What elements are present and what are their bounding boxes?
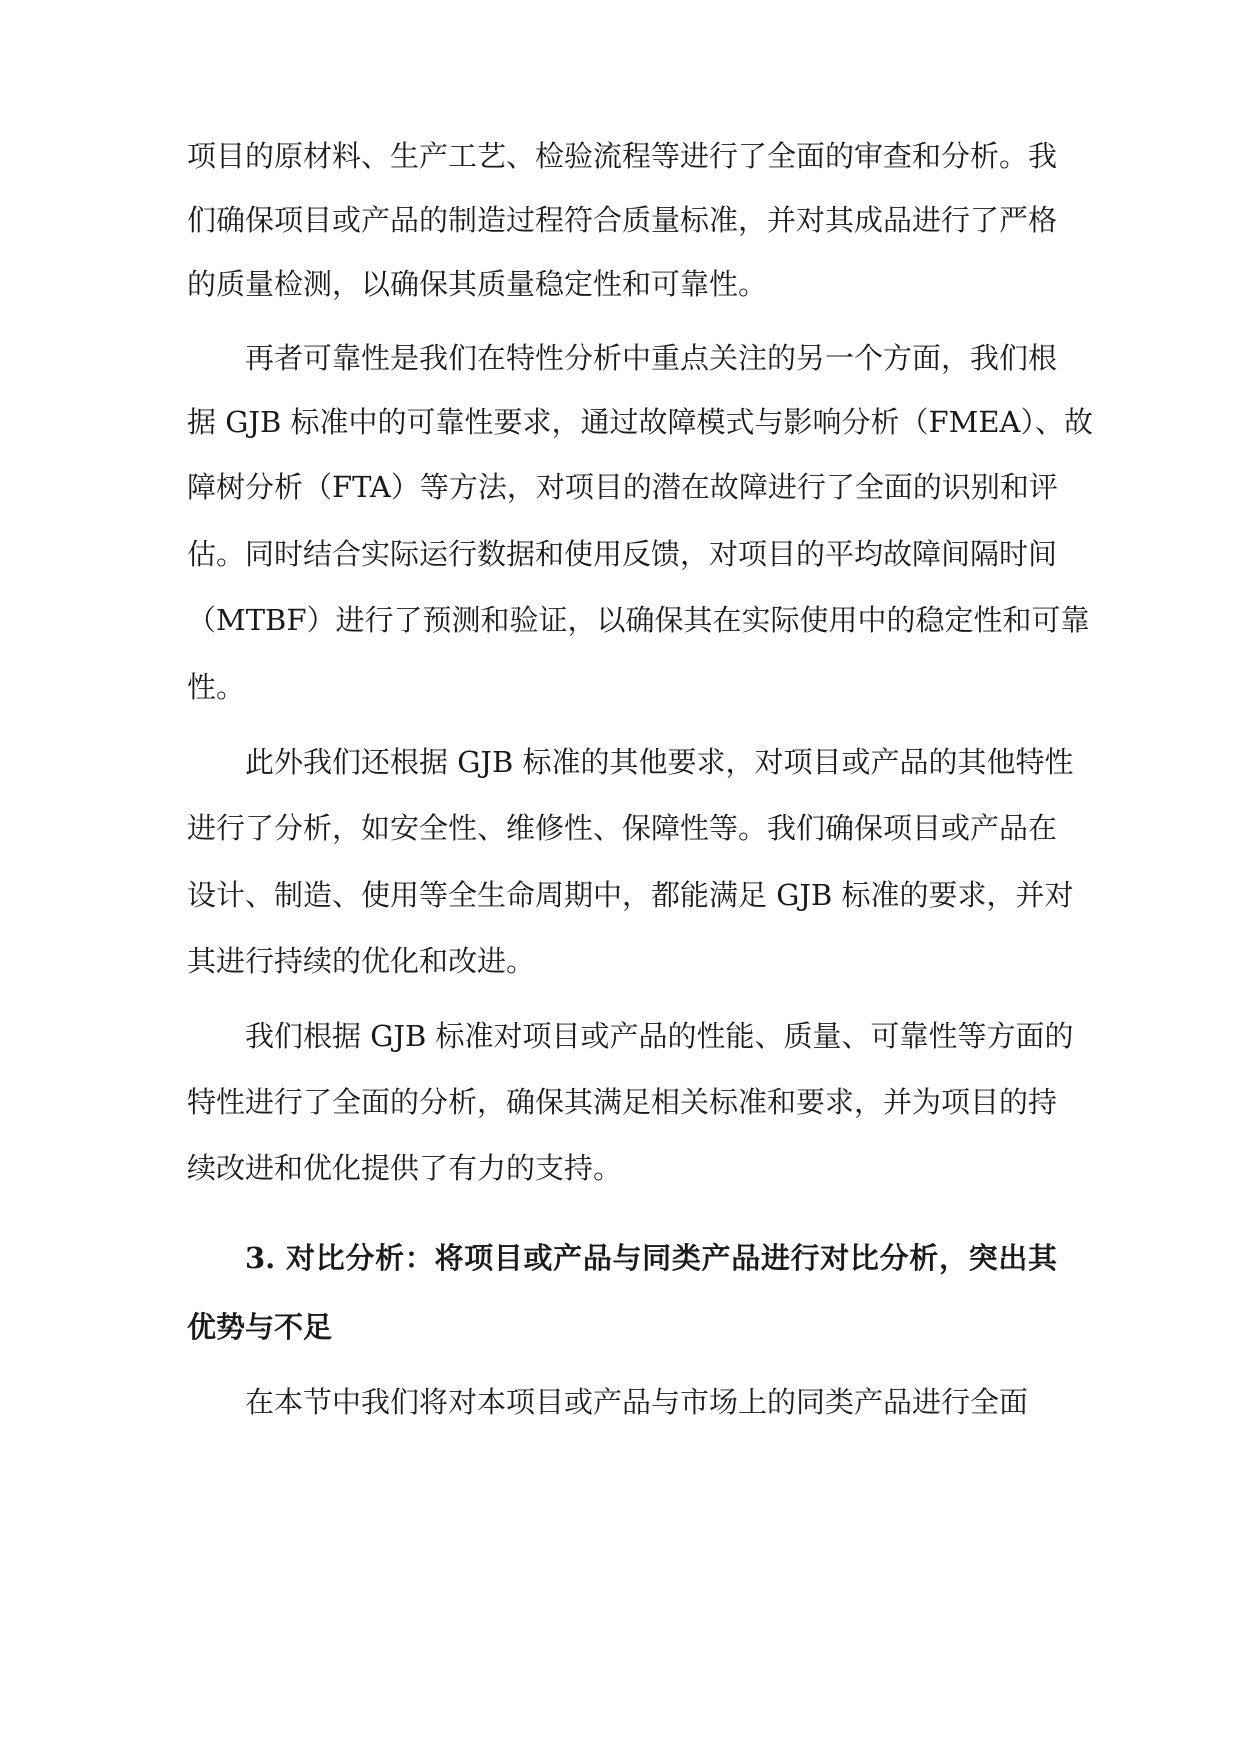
paragraph-2-line-2: 据 GJB 标准中的可靠性要求，通过故障模式与影响分析（FMEA）、故 [187,405,1093,439]
paragraph-1-line-1: 项目的原材料、生产工艺、检验流程等进行了全面的审查和分析。我 [187,139,1058,173]
final-paragraph-line-1: 在本节中我们将对本项目或产品与市场上的同类产品进行全面 [245,1385,1029,1419]
section-heading-line-1: 3. 对比分析：将项目或产品与同类产品进行对比分析，突出其 [245,1241,1057,1275]
paragraph-2-line-5: （MTBF）进行了预测和验证，以确保其在实际使用中的稳定性和可靠 [187,603,1090,637]
paragraph-1-line-3: 的质量检测，以确保其质量稳定性和可靠性。 [187,267,768,301]
paragraph-4-line-2: 特性进行了全面的分析，确保其满足相关标准和要求，并为项目的持 [187,1085,1058,1119]
section-heading-line-2: 优势与不足 [187,1310,333,1344]
paragraph-4-line-1: 我们根据 GJB 标准对项目或产品的性能、质量、可靠性等方面的 [245,1019,1074,1053]
paragraph-4-line-3: 续改进和优化提供了有力的支持。 [187,1151,623,1185]
paragraph-1-line-2: 们确保项目或产品的制造过程符合质量标准，并对其成品进行了严格 [187,203,1058,237]
paragraph-2-line-4: 估。同时结合实际运行数据和使用反馈，对项目的平均故障间隔时间 [187,537,1058,571]
paragraph-3-line-2: 进行了分析，如安全性、维修性、保障性等。我们确保项目或产品在 [187,811,1058,845]
paragraph-2-line-3: 障树分析（FTA）等方法，对项目的潜在故障进行了全面的识别和评 [187,470,1058,504]
paragraph-2-line-6: 性。 [187,670,246,704]
paragraph-3-line-4: 其进行持续的优化和改进。 [187,944,536,978]
paragraph-3-line-3: 设计、制造、使用等全生命周期中，都能满足 GJB 标准的要求，并对 [187,878,1074,912]
paragraph-3-line-1: 此外我们还根据 GJB 标准的其他要求，对项目或产品的其他特性 [245,745,1074,779]
paragraph-2-line-1: 再者可靠性是我们在特性分析中重点关注的另一个方面，我们根 [245,341,1058,375]
